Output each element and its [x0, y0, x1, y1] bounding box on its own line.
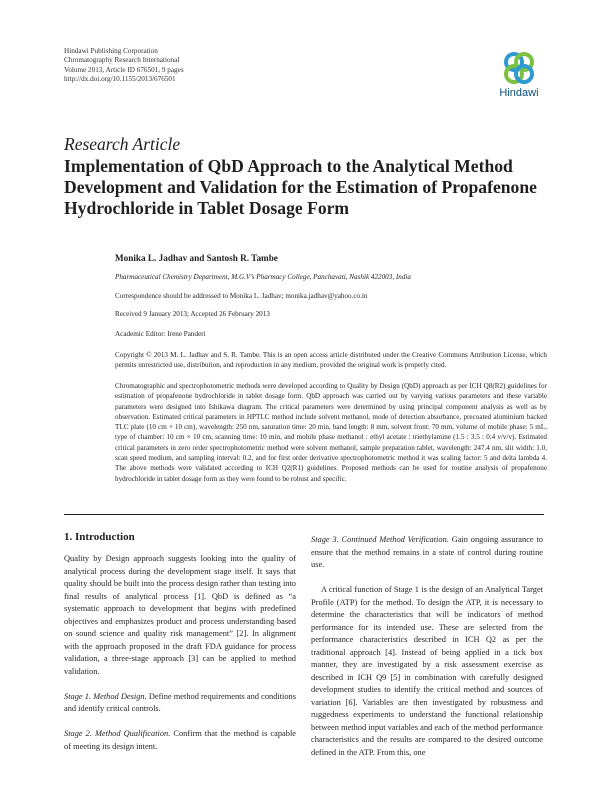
article-title: Implementation of QbD Approach to the Analytical Method Development and Validation for the Estimation of Propafenone Hydrochloride in Tablet Dosage Form	[64, 156, 537, 218]
academic-editor: Academic Editor: Irene Panderi	[115, 330, 206, 338]
abstract: Chromatographic and spectrophotometric methods were developed according to Quality by Design (QbD) approach as per ICH Q8(R2) guidelines for estimation of propafenone hydrochloride in tablet dosage form. QbD approach was carried out by varying various parameters and these variable parameters were designed into Ishikawa diagram. The critical parameters were determined by using principal component analysis as well as by observation. Estimated critical parameters in HPTLC method include solvent methanol, mode of detection absorbance, precoated aluminium backed TLC plate (10 cm × 10 cm), wavelength: 250 nm, saturation time: 20 min, band length: 8 mm, solvent front: 70 mm, volume of mobile phase: 5 mL, type of chamber: 10 cm × 10 cm, scanning time: 10 min, and mobile phase methanol : ethyl acetate : triethylamine (1.5 : 3.5 : 0.4 v/v/v). Estimated critical parameters in zero order spectrophotometric method were solvent methanol, sample preparation tablet, wavelength: 247.4 nm, slit width: 1.0, scan speed medium, and sampling interval: 0.2, and for first order derivative spectrophotometric method it was scaling factor: 5 and delta lambda 4. The above methods were validated according to ICH Q2(R1) guidelines. Proposed methods can be used for routine analysis of propafenone hydrochloride in tablet dosage form as they were found to be robust and specific.	[115, 382, 547, 483]
stage-3-title: Stage 3. Continued Method Verification.	[311, 535, 449, 544]
article-type: Research Article	[64, 134, 181, 154]
stage-2-paragraph	[64, 728, 296, 753]
section-divider	[64, 514, 544, 515]
author-list: Monika L. Jadhav and Santosh R. Tambe	[115, 253, 278, 263]
stage-3-paragraph	[311, 534, 543, 572]
stage-1-paragraph	[64, 691, 296, 716]
left-column	[64, 553, 296, 753]
right-column	[311, 534, 543, 759]
hindawi-rings-logo-icon	[502, 50, 536, 86]
stage-2-title: Stage 2. Method Qualification.	[64, 729, 171, 738]
received-accepted-dates: Received 9 January 2013; Accepted 26 February 2013	[115, 310, 270, 318]
stage-2-text: Confirm that the method is capable of meeting its design intent.	[64, 729, 296, 751]
affiliation: Pharmaceutical Chemistry Department, M.G.V’s Pharmacy College, Panchavati, Nashik 422003, India	[115, 273, 411, 281]
publisher-name: Hindawi Publishing Corporation	[64, 47, 158, 55]
copyright-notice: Copyright © 2013 M. L. Jadhav and S. R. Tambe. This is an open access article distributed under the Creative Commons Attribution License, which permits unrestricted use, distribution, and reproduction in any medium, provided the original work is properly cited.	[115, 351, 547, 370]
correspondence: Correspondence should be addressed to Monika L. Jadhav; monika.jadhav@yahoo.co.in	[115, 292, 368, 300]
intro-paragraph-1: Quality by Design approach suggests looking into the quality of analytical process during the development stage itself. It says that quality should be built into the process design rather than testing into final results of analytical process [1]. QbD is defined as “a systematic approach to development that begins with predefined objectives and emphasizes product and process understanding based on sound science and quality risk management” [2]. In alignment with the approach proposed in the draft FDA guidance for process validation, a three-stage approach [3] can be applied to method validation.	[64, 554, 296, 676]
journal-header	[64, 47, 184, 85]
logo-wordmark: Hindawi	[499, 87, 539, 99]
journal-name: Chromatography Research International	[64, 56, 180, 65]
intro-paragraph-2: A critical function of Stage 1 is the design of an Analytical Target Profile (ATP) for the method. To design the ATP, it is necessary to determine the characteristics that will be indicators of method performance for its intended use. These are selected from the performance characteristics described in ICH Q2 as per the traditional approach [4]. Instead of being applied in a tick box manner, they are investigated by a risk assessment exercise as described in ICH Q9 [5] in combination with carefully designed development studies to identify the critical method and sources of variation [6]. Variables are then investigated by robustness and ruggedness experiments to understand the functional relationship between method input variables and each of the method performance characteristics and the results are compared to the desired outcome defined in the ATP. From this, one	[311, 585, 543, 757]
section-heading-introduction: 1. Introduction	[64, 531, 135, 543]
hindawi-logo	[494, 50, 544, 106]
volume-info: Volume 2013, Article ID 676501, 9 pages	[64, 65, 184, 74]
stage-1-title: Stage 1. Method Design.	[64, 691, 147, 701]
doi-link[interactable]: http://dx.doi.org/10.1155/2013/676501	[64, 75, 176, 84]
stage-3-text: Gain ongoing assurance to ensure that the method remains in a state of control during routine use.	[311, 535, 543, 569]
stage-1-text: Define method requirements and conditions and identify critical controls.	[64, 691, 296, 713]
